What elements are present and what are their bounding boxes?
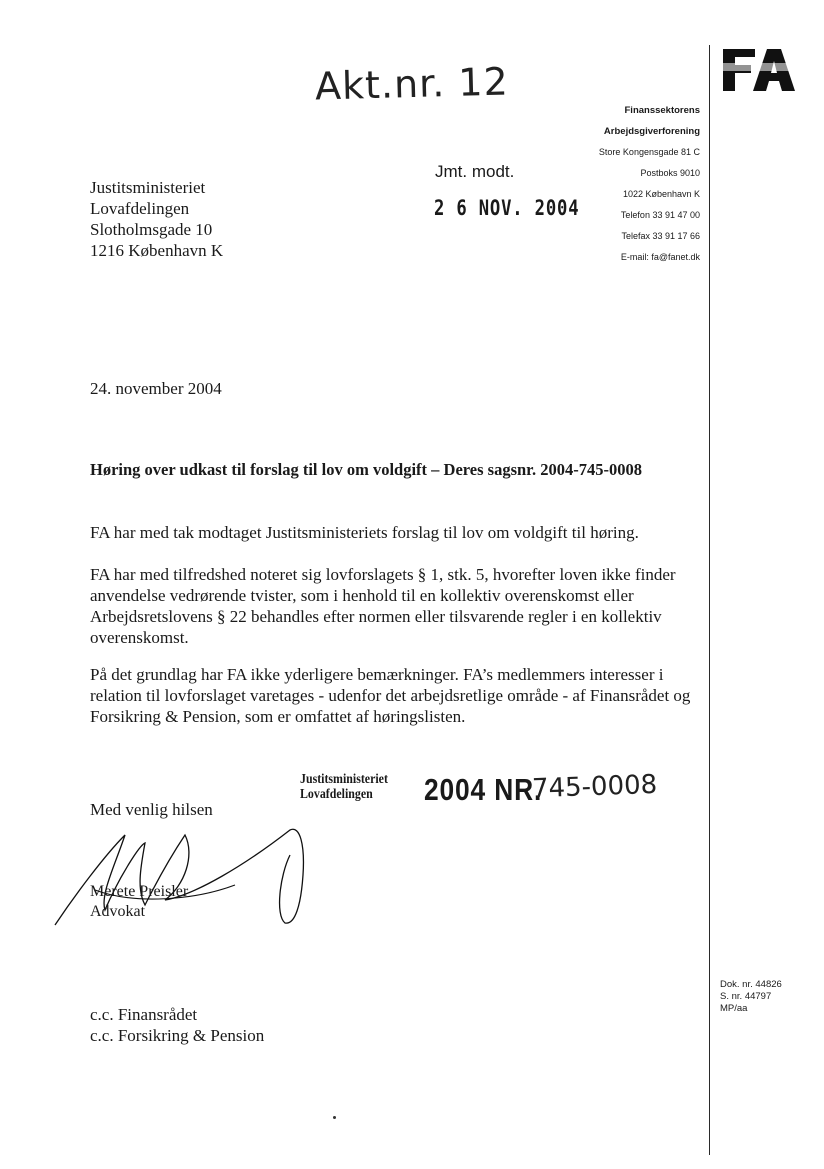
recipient-address (90, 177, 223, 261)
recipient-line4: 1216 København K (90, 241, 224, 260)
handwritten-file-number: Akt.nr. 12 (314, 59, 510, 109)
scan-speck (333, 1116, 336, 1119)
cc-line2: c.c. Forsikring & Pension (90, 1026, 265, 1045)
body-paragraph-3 (90, 664, 700, 727)
doc-number: Dok. nr. 44826 (720, 979, 782, 990)
file-stamp-number: 2004 NR. (424, 772, 543, 807)
closing-salutation: Med venlig hilsen (90, 800, 213, 819)
sender-address-block (599, 100, 700, 268)
fa-logo (719, 45, 799, 95)
received-stamp-date: 2 6 NOV. 2004 (434, 196, 580, 220)
received-stamp-label: Jmt. modt. (435, 162, 515, 181)
handwritten-case-number: 745-0008 (531, 769, 658, 805)
case-number: S. nr. 44797 (720, 991, 772, 1002)
paragraph-text: FA har med tilfredshed noteret sig lovforslagets § 1, stk. 5, hvorefter loven ikke finder anvendelse vedrørende tvister, som i henhold til en kollektiv overenskomst eller Arbejdsretslovens § 22 behandles efter normen eller tilsvarende regler i en kollektiv overenskomst. (90, 565, 676, 647)
signatory-block (90, 882, 188, 922)
file-stamp-line2: Lovafdelingen (300, 787, 373, 802)
sender-po-box: Postboks 9010 (640, 168, 700, 178)
file-stamp-line1: Justitsministeriet (300, 772, 388, 787)
signatory-name: Merete Preisler (90, 883, 189, 900)
cc-list (90, 1004, 264, 1046)
letter-subject: Høring over udkast til forslag til lov om voldgift – Deres sagsnr. 2004-745-0008 (90, 460, 642, 479)
paragraph-text: På det grundlag har FA ikke yderligere bemærkninger. FA’s medlemmers interesser i relation til lovforslaget varetages - udenfor det arbejdsretlige område - af Finansrådet og Forsikring & Pension, som er omfattet af høringslisten. (90, 665, 691, 726)
recipient-line1: Justitsministeriet (90, 178, 206, 197)
letter-date: 24. november 2004 (90, 379, 222, 398)
recipient-line2: Lovafdelingen (90, 199, 190, 218)
sender-name-line1: Finanssektorens (624, 105, 700, 116)
margin-rule (709, 45, 710, 1155)
file-stamp-department (300, 772, 388, 802)
cc-line1: c.c. Finansrådet (90, 1005, 198, 1024)
sender-name-line2: Arbejdsgiverforening (603, 126, 700, 137)
sender-fax: Telefax 33 91 17 66 (621, 231, 700, 241)
sender-email: E-mail: fa@fanet.dk (620, 252, 700, 262)
body-paragraph-1 (90, 522, 639, 543)
sender-city: 1022 København K (622, 189, 700, 199)
body-paragraph-2 (90, 564, 700, 648)
document-reference (720, 979, 782, 1015)
signatory-title: Advokat (90, 903, 146, 920)
sender-street: Store Kongensgade 81 C (598, 147, 700, 157)
recipient-line3: Slotholmsgade 10 (90, 220, 213, 239)
paragraph-text: FA har med tak modtaget Justitsministeriets forslag til lov om voldgift til høring. (90, 523, 639, 542)
sender-phone: Telefon 33 91 47 00 (620, 210, 700, 220)
initials: MP/aa (720, 1003, 748, 1014)
